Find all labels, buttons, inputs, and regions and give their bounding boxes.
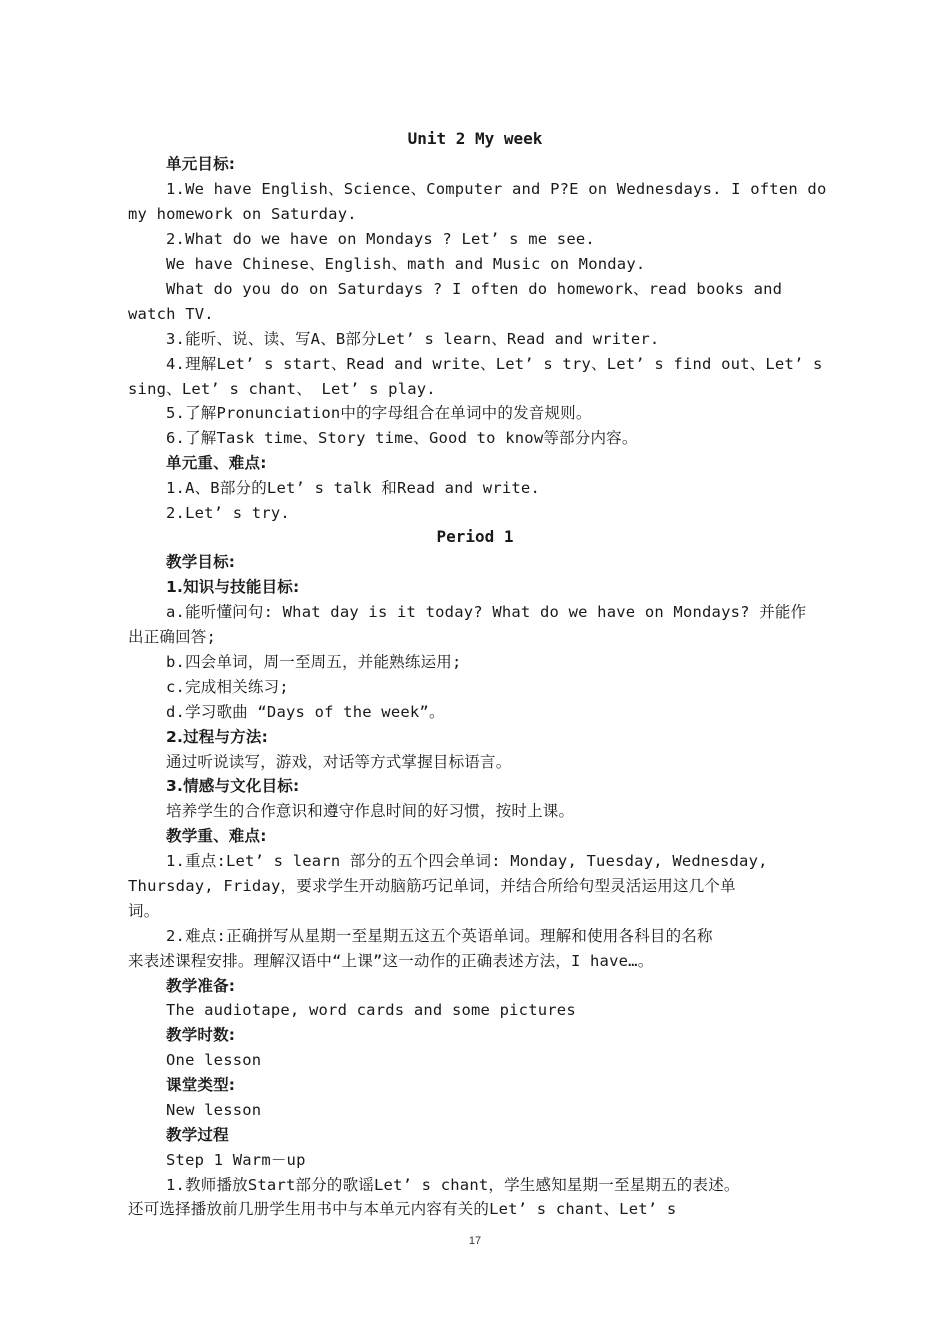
text-line: d.学习歌曲 “Days of the week”。 bbox=[166, 703, 445, 721]
section-heading-lesson-count: 教学时数: bbox=[166, 1026, 236, 1044]
key-point-line: 1.A、B部分的Let’ s talk 和Read and write. bbox=[166, 479, 540, 497]
goal-line: 3.能听、说、读、写A、B部分Let’ s learn、Read and writer. bbox=[166, 330, 660, 348]
unit-title: Unit 2 My week bbox=[407, 129, 543, 148]
text-line: 词。 bbox=[128, 902, 160, 920]
section-heading-lesson-type: 课堂类型: bbox=[166, 1076, 236, 1094]
goal-line: What do you do on Saturdays ? I often do homework、read books and bbox=[166, 280, 783, 298]
section-heading-teaching-key-points: 教学重、难点: bbox=[166, 827, 267, 845]
section-heading-teaching-goals: 教学目标: bbox=[166, 553, 236, 571]
subheading-emotion-culture: 3.情感与文化目标: bbox=[166, 777, 300, 795]
text-line: b.四会单词，周一至周五，并能熟练运用; bbox=[166, 653, 462, 671]
goal-line: 5.了解Pronunciation中的字母组合在单词中的发音规则。 bbox=[166, 404, 592, 422]
section-heading-key-points: 单元重、难点: bbox=[166, 454, 267, 472]
goal-line: 4.理解Let’ s start、Read and write、Let’ s try、Let’ s find out、Let’ s bbox=[166, 355, 823, 373]
section-heading-unit-goals: 单元目标: bbox=[166, 155, 236, 173]
text-line: Thursday, Friday，要求学生开动脑筋巧记单词，并结合所给句型灵活运用这几个单 bbox=[128, 877, 736, 895]
text-line: New lesson bbox=[166, 1101, 262, 1119]
text-line: One lesson bbox=[166, 1051, 262, 1069]
goal-line: 1.We have English、Science、Computer and P?E on Wednesdays. I often do bbox=[166, 180, 827, 198]
text-line: 2.难点:正确拼写从星期一至星期五这五个英语单词。理解和使用各科目的名称 bbox=[166, 927, 713, 945]
goal-line: watch TV. bbox=[128, 305, 214, 323]
goal-line: 6.了解Task time、Story time、Good to know等部分内容。 bbox=[166, 429, 638, 447]
goal-line: my homework on Saturday. bbox=[128, 205, 357, 223]
text-line: a.能听懂问句: What day is it today? What do we have on Mondays? 并能作 bbox=[166, 603, 807, 621]
text-line: 1.教师播放Start部分的歌谣Let’ s chant，学生感知星期一至星期五的表述。 bbox=[166, 1176, 740, 1194]
text-line: Step 1 Warm－up bbox=[166, 1151, 306, 1169]
goal-line: sing、Let’ s chant、 Let’ s play. bbox=[128, 380, 436, 398]
text-line: 通过听说读写，游戏，对话等方式掌握目标语言。 bbox=[166, 753, 512, 771]
text-line: 出正确回答; bbox=[128, 628, 217, 646]
section-heading-preparation: 教学准备: bbox=[166, 977, 236, 995]
text-line: The audiotape, word cards and some pictures bbox=[166, 1001, 576, 1019]
text-line: 培养学生的合作意识和遵守作息时间的好习惯，按时上课。 bbox=[166, 802, 575, 820]
text-line: 1.重点:Let’ s learn 部分的五个四会单词: Monday, Tuesday, Wednesday, bbox=[166, 852, 768, 870]
goal-line: We have Chinese、English、math and Music on Monday. bbox=[166, 255, 646, 273]
period-title: Period 1 bbox=[436, 527, 514, 546]
section-heading-procedure: 教学过程 bbox=[166, 1126, 229, 1144]
goal-line: 2.What do we have on Mondays ? Let’ s me see. bbox=[166, 230, 595, 248]
text-line: 还可选择播放前几册学生用书中与本单元内容有关的Let’ s chant、Let’ s bbox=[128, 1200, 677, 1218]
subheading-process-method: 2.过程与方法: bbox=[166, 728, 268, 746]
page-number: 17 bbox=[468, 1235, 482, 1247]
key-point-line: 2.Let’ s try. bbox=[166, 504, 290, 522]
text-line: c.完成相关练习; bbox=[166, 678, 289, 696]
subheading-knowledge-skills: 1.知识与技能目标: bbox=[166, 578, 300, 596]
text-line: 来表述课程安排。理解汉语中“上课”这一动作的正确表述方法，I have…。 bbox=[128, 952, 654, 970]
